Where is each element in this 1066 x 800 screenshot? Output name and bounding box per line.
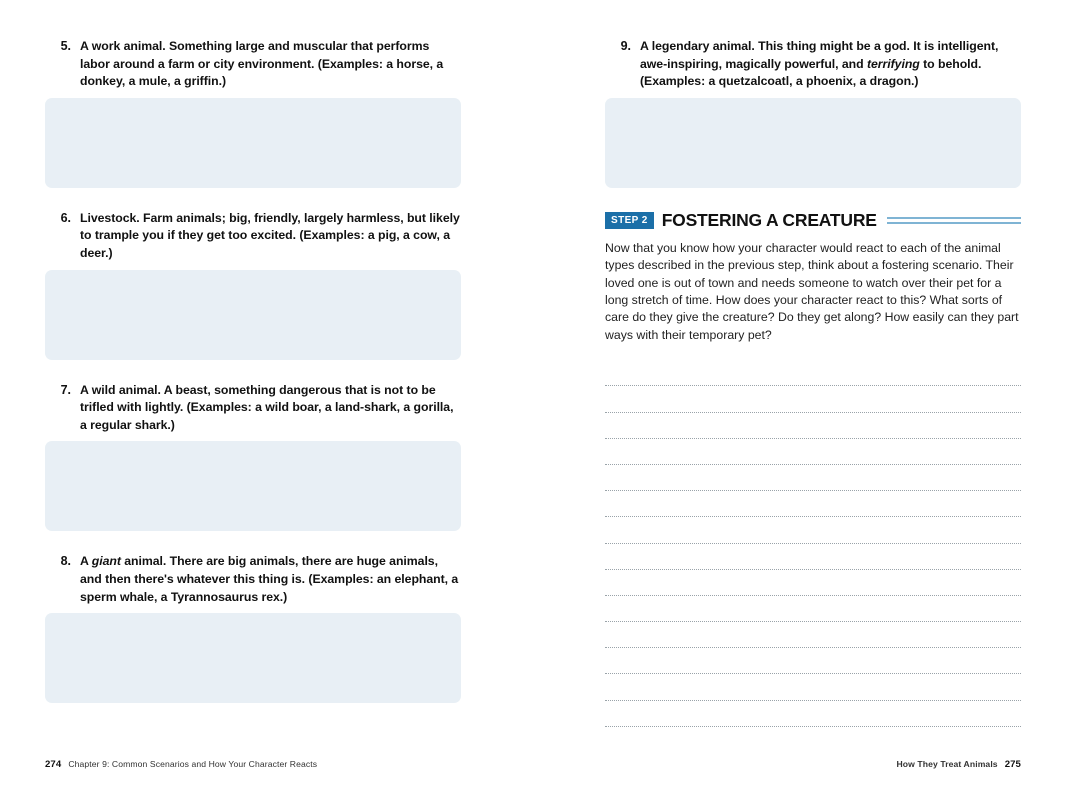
writing-line[interactable] [605,570,1021,596]
footer-right [896,759,1021,770]
writing-line[interactable] [605,386,1021,412]
writing-line[interactable] [605,360,1021,386]
writing-line[interactable] [605,674,1021,700]
prompt-text [80,210,461,263]
writing-line[interactable] [605,701,1021,727]
prompt-8-header [45,553,461,606]
prompt-5-header [45,38,461,91]
writing-line[interactable] [605,517,1021,543]
step-header [605,210,1021,231]
writing-line[interactable] [605,596,1021,622]
prompt-9-header [605,38,1021,91]
answer-field-7[interactable] [45,441,461,531]
plain-text: Livestock. Farm animals; big, friendly, largely harmless, but likely to trample you if they get too excited. (Examples: a pig, a cow, a deer.) [80,210,460,260]
prompt-number: 8. [60,554,71,569]
prompt-item-6 [45,210,461,360]
plain-text: A [80,554,92,569]
right-page [533,0,1066,800]
writing-line[interactable] [605,413,1021,439]
answer-field-6[interactable] [45,270,461,360]
answer-field-5[interactable] [45,98,461,188]
writing-line[interactable] [605,439,1021,465]
prompt-number: 5. [60,39,71,53]
prompt-number: 9. [620,39,631,53]
prompt-item-8 [45,553,461,703]
prompt-number: 7. [60,382,71,397]
step-body-text: Now that you know how your character would react to each of the animal types described in the previous step, think about a fostering scenario. Their loved one is out of town and needs someone to watch over their pet for a long stretch of time. How does your character react to this? What sorts of care do they give the creature? Do they get along? How easily can they part ways with their temporary pet? [605,240,1019,342]
page-number: 275 [1004,759,1021,770]
prompt-text [640,38,1021,91]
writing-line[interactable] [605,648,1021,674]
prompt-item-9 [605,38,1021,188]
plain-text: animal. There are big animals, there are huge animals, and then there's whatever this thing is. (Examples: an elephant, a sperm whale, a Tyrannosaurus rex.) [80,554,459,604]
writing-line[interactable] [605,622,1021,648]
emphasis-text: giant [91,554,121,569]
prompt-item-7 [45,382,461,532]
answer-field-8[interactable] [45,613,461,703]
writing-line[interactable] [605,544,1021,570]
answer-field-9[interactable] [605,98,1021,188]
running-head: How They Treat Animals [896,759,998,769]
writing-line[interactable] [605,465,1021,491]
prompt-6-header [45,210,461,263]
prompt-7-header [45,382,461,435]
writing-lines [605,360,1021,727]
writing-line[interactable] [605,491,1021,517]
emphasis-text: terrifying [866,56,920,71]
plain-text: A wild animal. A beast, something dangerous that is not to be trifled with lightly. (Examples: a wild boar, a land-shark, a gorilla, a regular shark.) [80,382,454,432]
step-title: FOSTERING A CREATURE [661,209,877,230]
plain-text: A work animal. Something large and muscular that performs labor around a farm or city environment. (Examples: a horse, a donkey, a mule, a griffin.) [80,39,444,89]
page-number: 274 [45,759,62,770]
step-double-rule [887,216,1021,225]
prompt-item-5 [45,38,461,188]
plain-text: A legendary animal. This thing might be a god. It is intelligent, awe-inspiring, magically powerful, and [640,39,999,71]
prompt-text [80,382,461,435]
footer-left [45,759,317,770]
prompt-number: 6. [60,210,71,225]
step-badge: STEP 2 [605,212,654,229]
chapter-title: Chapter 9: Common Scenarios and How Your Character Reacts [68,759,318,769]
plain-text: to behold. (Examples: a quetzalcoatl, a phoenix, a dragon.) [640,56,982,89]
prompt-text [80,553,461,606]
prompt-text [80,38,461,91]
